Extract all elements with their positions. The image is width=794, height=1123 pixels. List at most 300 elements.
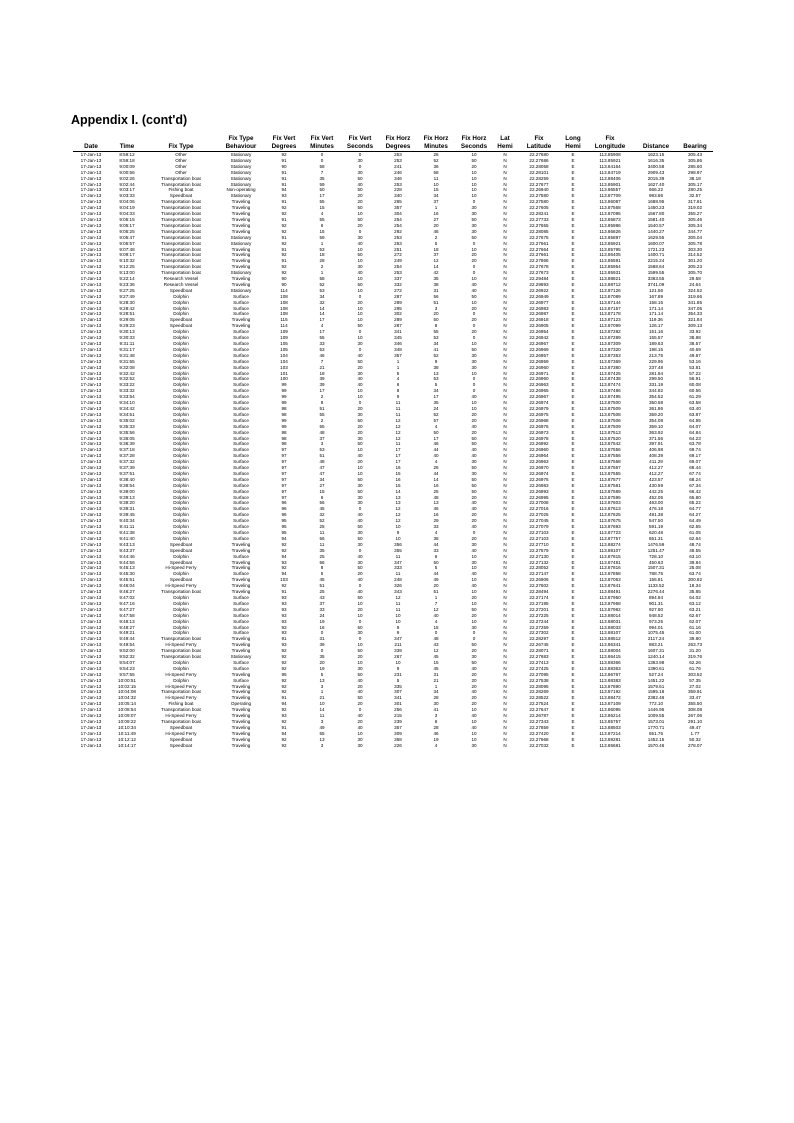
cell-distance: 1721.23 xyxy=(647,246,665,252)
cell-latitude: 22.27686 xyxy=(529,157,549,163)
cell-horz-seconds: 20 xyxy=(471,429,477,435)
cell-lat-hemi: N xyxy=(503,305,507,311)
cell-vert-degrees: 92 xyxy=(281,648,287,654)
cell-time: 9:04:33 xyxy=(119,211,135,217)
cell-distance: 299.50 xyxy=(648,376,664,382)
cell-horz-degrees: 254 xyxy=(394,264,402,270)
cell-vert-degrees: 92 xyxy=(281,736,287,742)
cell-horz-minutes: 10 xyxy=(433,181,439,187)
cell-horz-seconds: 40 xyxy=(471,500,477,506)
cell-vert-seconds: 10 xyxy=(357,659,363,665)
cell-time: 9:32:42 xyxy=(119,370,135,376)
cell-distance: 901.31 xyxy=(648,600,664,606)
cell-time: 9:54:23 xyxy=(119,665,135,671)
cell-date: 17-Jan-13 xyxy=(80,216,102,222)
cell-horz-minutes: 16 xyxy=(433,482,439,488)
cell-long-hemi: E xyxy=(571,187,575,193)
column-header-longitude: Fix Longitude xyxy=(585,135,635,152)
cell-date: 17-Jan-13 xyxy=(80,293,102,299)
cell-lat-hemi: N xyxy=(503,435,507,441)
cell-time: 9:52:00 xyxy=(119,648,135,654)
cell-time: 9:39:00 xyxy=(119,488,135,494)
cell-vert-minutes: 4 xyxy=(320,211,324,217)
cell-latitude: 22.27244 xyxy=(529,618,549,624)
cell-latitude: 22.26957 xyxy=(529,352,549,358)
cell-vert-minutes: 52 xyxy=(319,518,325,524)
cell-behaviour: Stationary xyxy=(230,287,252,293)
cell-bearing: 61.29 xyxy=(689,394,701,400)
cell-horz-seconds: 20 xyxy=(471,305,477,311)
cell-date: 17-Jan-13 xyxy=(80,181,102,187)
cell-horz-minutes: 36 xyxy=(433,163,439,169)
cell-horz-seconds: 30 xyxy=(471,228,477,234)
cell-horz-degrees: 326 xyxy=(394,583,402,589)
cell-behaviour: Surface xyxy=(233,299,249,305)
column-header-horz-minutes: Fix Horz Minutes xyxy=(417,135,455,152)
cell-distance: 2909.43 xyxy=(647,169,665,175)
cell-behaviour: Traveling xyxy=(231,589,251,595)
cell-longitude: 113.86767 xyxy=(599,671,621,677)
cell-horz-seconds: 40 xyxy=(471,571,477,577)
cell-longitude: 113.85901 xyxy=(599,181,621,187)
cell-behaviour: Traveling xyxy=(231,730,251,736)
cell-distance: 2276.44 xyxy=(647,589,665,595)
cell-horz-seconds: 20 xyxy=(471,512,477,518)
cell-horz-seconds: 20 xyxy=(471,417,477,423)
cell-fix-type: Speedboat xyxy=(169,287,193,293)
cell-behaviour: Surface xyxy=(233,364,249,370)
cell-bearing: 63.87 xyxy=(689,411,701,417)
cell-horz-minutes: 12 xyxy=(433,606,439,612)
cell-horz-seconds: 40 xyxy=(471,547,477,553)
cell-horz-minutes: 7 xyxy=(434,600,438,606)
cell-vert-seconds: 30 xyxy=(357,665,363,671)
cell-lat-hemi: N xyxy=(503,376,507,382)
cell-fix-type: Transportation boat xyxy=(161,246,201,252)
cell-date: 17-Jan-13 xyxy=(80,671,102,677)
cell-vert-minutes: 46 xyxy=(319,352,325,358)
cell-bearing: 69.74 xyxy=(689,447,701,453)
cell-horz-seconds: 10 xyxy=(471,618,477,624)
cell-time: 9:33:22 xyxy=(119,382,135,388)
cell-time: 9:05:57 xyxy=(119,240,135,246)
cell-behaviour: Surface xyxy=(233,470,249,476)
cell-behaviour: Surface xyxy=(233,352,249,358)
cell-long-hemi: E xyxy=(571,417,575,423)
cell-horz-minutes: 3 xyxy=(434,713,438,719)
cell-horz-minutes: 42 xyxy=(433,270,439,276)
cell-horz-minutes: 34 xyxy=(433,689,439,695)
cell-horz-degrees: 357 xyxy=(394,205,402,211)
cell-longitude: 113.85986 xyxy=(599,222,621,228)
cell-distance: 121.56 xyxy=(648,287,664,293)
cell-horz-minutes: 13 xyxy=(433,500,439,506)
cell-horz-seconds: 10 xyxy=(471,589,477,595)
cell-vert-minutes: 51 xyxy=(319,453,325,459)
cell-date: 17-Jan-13 xyxy=(80,689,102,695)
cell-behaviour: Stationary xyxy=(230,163,252,169)
cell-horz-seconds: 40 xyxy=(471,506,477,512)
cell-distance: 442.25 xyxy=(648,488,664,494)
cell-fix-type: Transportation boat xyxy=(161,654,201,660)
cell-vert-seconds: 30 xyxy=(357,742,363,748)
cell-vert-minutes: 14 xyxy=(319,305,325,311)
cell-horz-minutes: 48 xyxy=(433,494,439,500)
cell-vert-minutes: 47 xyxy=(319,470,325,476)
cell-longitude: 113.87556 xyxy=(599,453,621,459)
cell-distance: 2215.24 xyxy=(647,258,665,264)
cell-distance: 463.00 xyxy=(648,500,664,506)
cell-bearing: 347.05 xyxy=(687,305,703,311)
column-header-vert-degrees: Fix Vert Degrees xyxy=(265,135,303,152)
cell-horz-degrees: 8 xyxy=(396,388,400,394)
cell-vert-degrees: 114 xyxy=(280,323,288,329)
cell-horz-minutes: 15 xyxy=(433,187,439,193)
cell-horz-seconds: 40 xyxy=(471,665,477,671)
cell-bearing: 24.64 xyxy=(689,281,701,287)
cell-time: 9:52:32 xyxy=(119,654,135,660)
cell-time: 9:38:40 xyxy=(119,476,135,482)
cell-longitude: 113.87693 xyxy=(599,524,621,530)
cell-horz-seconds: 10 xyxy=(471,299,477,305)
cell-latitude: 22.26969 xyxy=(529,346,549,352)
cell-longitude: 113.86405 xyxy=(599,252,621,258)
cell-date: 17-Jan-13 xyxy=(80,594,102,600)
cell-long-hemi: E xyxy=(571,730,575,736)
cell-bearing: 62.07 xyxy=(689,618,701,624)
cell-horz-degrees: 253 xyxy=(394,152,402,157)
cell-long-hemi: E xyxy=(571,512,575,518)
cell-long-hemi: E xyxy=(571,382,575,388)
cell-bearing: 61.16 xyxy=(689,624,701,630)
cell-longitude: 113.88033 xyxy=(599,624,621,630)
cell-vert-degrees: 93 xyxy=(281,713,287,719)
cell-vert-degrees: 92 xyxy=(281,654,287,660)
cell-horz-minutes: 48 xyxy=(433,636,439,642)
cell-date: 17-Jan-13 xyxy=(80,193,102,199)
cell-vert-seconds: 20 xyxy=(357,423,363,429)
cell-bearing: 25.08 xyxy=(689,565,701,571)
fix-data-table xyxy=(73,135,713,749)
cell-bearing: 39.84 xyxy=(689,559,701,565)
cell-time: 9:49:54 xyxy=(119,642,135,648)
cell-long-hemi: E xyxy=(571,329,575,335)
cell-horz-minutes: 45 xyxy=(433,654,439,660)
cell-lat-hemi: N xyxy=(503,181,507,187)
cell-horz-seconds: 30 xyxy=(471,364,477,370)
cell-date: 17-Jan-13 xyxy=(80,240,102,246)
cell-fix-type: Dolphin xyxy=(173,335,189,341)
cell-time: 9:34:42 xyxy=(119,405,135,411)
cell-time: 9:48:13 xyxy=(119,618,135,624)
cell-horz-degrees: 16 xyxy=(395,476,401,482)
cell-time: 9:12:25 xyxy=(119,264,135,270)
cell-date: 17-Jan-13 xyxy=(80,169,102,175)
cell-longitude: 113.87095 xyxy=(599,211,621,217)
cell-fix-type: Transportation boat xyxy=(161,689,201,695)
cell-longitude: 113.88821 xyxy=(599,276,621,282)
cell-distance: 1627.40 xyxy=(647,181,665,187)
cell-horz-seconds: 50 xyxy=(471,293,477,299)
cell-lat-hemi: N xyxy=(503,494,507,500)
cell-lat-hemi: N xyxy=(503,594,507,600)
cell-fix-type: Dolphin xyxy=(173,293,189,299)
cell-time: 10:08:54 xyxy=(118,707,136,713)
cell-distance: 788.75 xyxy=(648,571,664,577)
cell-bearing: 64.23 xyxy=(689,435,701,441)
cell-vert-seconds: 0 xyxy=(358,506,362,512)
cell-horz-seconds: 0 xyxy=(472,636,476,642)
cell-horz-seconds: 50 xyxy=(471,234,477,240)
cell-distance: 1390.61 xyxy=(647,665,665,671)
cell-lat-hemi: N xyxy=(503,671,507,677)
cell-date: 17-Jan-13 xyxy=(80,423,102,429)
cell-bearing: 63.78 xyxy=(689,441,701,447)
cell-long-hemi: E xyxy=(571,411,575,417)
cell-horz-seconds: 50 xyxy=(471,346,477,352)
cell-distance: 1688.95 xyxy=(647,199,665,205)
cell-latitude: 22.27664 xyxy=(529,246,549,252)
cell-distance: 406.98 xyxy=(648,447,664,453)
cell-horz-seconds: 30 xyxy=(471,358,477,364)
cell-vert-minutes: 3 xyxy=(320,441,324,447)
cell-vert-seconds: 40 xyxy=(357,724,363,730)
cell-latitude: 22.26964 xyxy=(529,453,549,459)
cell-time: 9:45:51 xyxy=(119,577,135,583)
cell-vert-minutes: 48 xyxy=(319,429,325,435)
cell-distance: 1579.61 xyxy=(647,683,665,689)
cell-horz-minutes: 13 xyxy=(433,370,439,376)
cell-longitude: 113.87178 xyxy=(599,311,621,317)
cell-latitude: 22.28095 xyxy=(529,683,549,689)
cell-latitude: 22.27413 xyxy=(529,659,549,665)
cell-bearing: 69.07 xyxy=(689,459,701,465)
cell-date: 17-Jan-13 xyxy=(80,577,102,583)
cell-latitude: 22.26995 xyxy=(529,494,549,500)
cell-time: 9:31:11 xyxy=(119,341,135,346)
cell-vert-seconds: 10 xyxy=(357,470,363,476)
cell-long-hemi: E xyxy=(571,246,575,252)
cell-date: 17-Jan-13 xyxy=(80,388,102,394)
cell-latitude: 22.26963 xyxy=(529,382,549,388)
cell-lat-hemi: N xyxy=(503,317,507,323)
cell-latitude: 22.26977 xyxy=(529,299,549,305)
cell-vert-minutes: 0 xyxy=(320,152,324,157)
cell-latitude: 22.26787 xyxy=(529,713,549,719)
cell-longitude: 113.87144 xyxy=(599,299,621,305)
cell-fix-type: Transportation boat xyxy=(161,636,201,642)
cell-behaviour: Traveling xyxy=(231,695,251,701)
cell-lat-hemi: N xyxy=(503,677,507,683)
cell-bearing: 321.84 xyxy=(687,317,703,323)
cell-latitude: 22.28269 xyxy=(529,689,549,695)
cell-vert-minutes: 25 xyxy=(319,524,325,530)
cell-horz-minutes: 12 xyxy=(433,258,439,264)
cell-bearing: 305.86 xyxy=(687,157,703,163)
cell-bearing: 48.74 xyxy=(689,541,701,547)
cell-behaviour: Traveling xyxy=(231,211,251,217)
cell-horz-seconds: 0 xyxy=(472,311,476,317)
cell-time: 9:02:44 xyxy=(119,181,135,187)
cell-bearing: 300.82 xyxy=(687,577,703,583)
cell-long-hemi: E xyxy=(571,482,575,488)
cell-horz-seconds: 20 xyxy=(471,252,477,258)
cell-fix-type: Speedboat xyxy=(169,559,193,565)
cell-horz-minutes: 41 xyxy=(433,707,439,713)
cell-lat-hemi: N xyxy=(503,388,507,394)
cell-vert-degrees: 99 xyxy=(281,400,287,406)
cell-horz-seconds: 50 xyxy=(471,157,477,163)
cell-latitude: 22.28241 xyxy=(529,211,549,217)
cell-behaviour: Surface xyxy=(233,370,249,376)
cell-horz-seconds: 40 xyxy=(471,281,477,287)
cell-bearing: 319.66 xyxy=(687,293,703,299)
cell-lat-hemi: N xyxy=(503,719,507,724)
cell-vert-degrees: 108 xyxy=(280,293,288,299)
cell-fix-type: Other xyxy=(175,169,187,175)
cell-behaviour: Surface xyxy=(233,400,249,406)
cell-latitude: 22.29484 xyxy=(529,276,549,282)
cell-date: 17-Jan-13 xyxy=(80,352,102,358)
cell-lat-hemi: N xyxy=(503,228,507,234)
cell-horz-seconds: 20 xyxy=(471,535,477,541)
cell-vert-degrees: 91 xyxy=(281,175,287,181)
cell-fix-type: Dolphin xyxy=(173,417,189,423)
cell-vert-degrees: 92 xyxy=(281,742,287,748)
cell-distance: 1446.95 xyxy=(647,707,665,713)
cell-distance: 1009.55 xyxy=(647,713,665,719)
cell-fix-type: Fishing boat xyxy=(168,187,194,193)
cell-horz-seconds: 20 xyxy=(471,612,477,618)
cell-longitude: 113.88031 xyxy=(599,618,621,624)
cell-bearing: 305.70 xyxy=(687,270,703,276)
cell-vert-seconds: 10 xyxy=(357,317,363,323)
cell-distance: 1567.80 xyxy=(647,211,665,217)
cell-time: 9:38:54 xyxy=(119,482,135,488)
cell-long-hemi: E xyxy=(571,317,575,323)
cell-time: 9:03:17 xyxy=(119,187,135,193)
cell-latitude: 22.27225 xyxy=(529,612,549,618)
cell-latitude: 22.27579 xyxy=(529,547,549,553)
cell-lat-hemi: N xyxy=(503,352,507,358)
cell-long-hemi: E xyxy=(571,488,575,494)
cell-date: 17-Jan-13 xyxy=(80,524,102,530)
cell-horz-seconds: 40 xyxy=(471,524,477,530)
cell-longitude: 113.88491 xyxy=(599,589,621,595)
cell-vert-minutes: 6 xyxy=(320,222,324,228)
cell-behaviour: Traveling xyxy=(231,724,251,730)
cell-horz-degrees: 340 xyxy=(394,193,402,199)
cell-vert-minutes: 21 xyxy=(319,364,325,370)
cell-latitude: 22.27032 xyxy=(529,742,549,748)
cell-longitude: 113.86214 xyxy=(599,713,621,719)
cell-horz-minutes: 35 xyxy=(433,276,439,282)
cell-bearing: 56.91 xyxy=(689,376,701,382)
cell-time: 9:05:17 xyxy=(119,222,135,228)
cell-vert-seconds: 0 xyxy=(358,707,362,713)
cell-time: 9:45:30 xyxy=(119,571,135,577)
cell-vert-degrees: 105 xyxy=(280,341,288,346)
cell-fix-type: Dolphin xyxy=(173,329,189,335)
cell-fix-type: Speedboat xyxy=(169,742,193,748)
cell-vert-degrees: 97 xyxy=(281,494,287,500)
cell-longitude: 113.87474 xyxy=(599,382,621,388)
cell-lat-hemi: N xyxy=(503,287,507,293)
cell-long-hemi: E xyxy=(571,264,575,270)
cell-longitude: 113.87053 xyxy=(599,577,621,583)
cell-horz-degrees: 335 xyxy=(394,683,402,689)
cell-longitude: 113.87558 xyxy=(599,459,621,465)
cell-date: 17-Jan-13 xyxy=(80,494,102,500)
cell-longitude: 113.87500 xyxy=(599,400,621,406)
cell-horz-minutes: 51 xyxy=(433,589,439,595)
cell-longitude: 113.87520 xyxy=(599,435,621,441)
cell-time: 9:34:51 xyxy=(119,411,135,417)
cell-longitude: 113.87603 xyxy=(599,500,621,506)
cell-horz-seconds: 40 xyxy=(471,423,477,429)
cell-behaviour: Surface xyxy=(233,423,249,429)
cell-horz-minutes: 56 xyxy=(433,293,439,299)
cell-behaviour: Traveling xyxy=(231,281,251,287)
cell-bearing: 341.85 xyxy=(687,299,703,305)
cell-latitude: 22.27045 xyxy=(529,518,549,524)
cell-vert-degrees: 93 xyxy=(281,624,287,630)
cell-vert-degrees: 92 xyxy=(281,252,287,258)
cell-time: 10:00:51 xyxy=(118,677,136,683)
cell-distance: 651.76 xyxy=(648,730,664,736)
cell-fix-type: Transportation boat xyxy=(161,181,201,187)
cell-behaviour: Surface xyxy=(233,441,249,447)
cell-vert-seconds: 40 xyxy=(357,376,363,382)
cell-longitude: 113.88712 xyxy=(599,281,621,287)
cell-long-hemi: E xyxy=(571,642,575,648)
cell-vert-degrees: 97 xyxy=(281,482,287,488)
cell-longitude: 113.87723 xyxy=(599,530,621,535)
table-header xyxy=(73,135,713,152)
cell-vert-minutes: 17 xyxy=(319,193,325,199)
cell-horz-degrees: 343 xyxy=(394,589,402,595)
cell-vert-minutes: 5 xyxy=(320,671,324,677)
cell-bearing: 50.32 xyxy=(689,736,701,742)
cell-longitude: 113.87982 xyxy=(599,606,621,612)
cell-behaviour: Traveling xyxy=(231,719,251,724)
cell-horz-seconds: 40 xyxy=(471,287,477,293)
cell-longitude: 113.87495 xyxy=(599,394,621,400)
cell-longitude: 113.87625 xyxy=(599,512,621,518)
cell-latitude: 22.27602 xyxy=(529,583,549,589)
cell-longitude: 113.87509 xyxy=(599,405,621,411)
cell-lat-hemi: N xyxy=(503,695,507,701)
cell-vert-seconds: 20 xyxy=(357,459,363,465)
cell-vert-seconds: 40 xyxy=(357,453,363,459)
cell-distance: 894.84 xyxy=(648,594,664,600)
cell-distance: 491.38 xyxy=(648,512,664,518)
cell-bearing: 62.64 xyxy=(689,535,701,541)
cell-lat-hemi: N xyxy=(503,630,507,636)
cell-vert-degrees: 99 xyxy=(281,394,287,400)
cell-horz-minutes: 45 xyxy=(433,665,439,671)
cell-time: 10:14:17 xyxy=(118,742,136,748)
cell-horz-degrees: 341 xyxy=(394,695,402,701)
cell-time: 9:48:27 xyxy=(119,624,135,630)
cell-distance: 198.15 xyxy=(648,346,664,352)
cell-bearing: 317.61 xyxy=(687,199,703,205)
cell-bearing: 68.24 xyxy=(689,476,701,482)
cell-long-hemi: E xyxy=(571,216,575,222)
cell-vert-minutes: 3 xyxy=(320,683,324,689)
cell-horz-minutes: 6 xyxy=(434,553,438,559)
cell-latitude: 22.27195 xyxy=(529,600,549,606)
